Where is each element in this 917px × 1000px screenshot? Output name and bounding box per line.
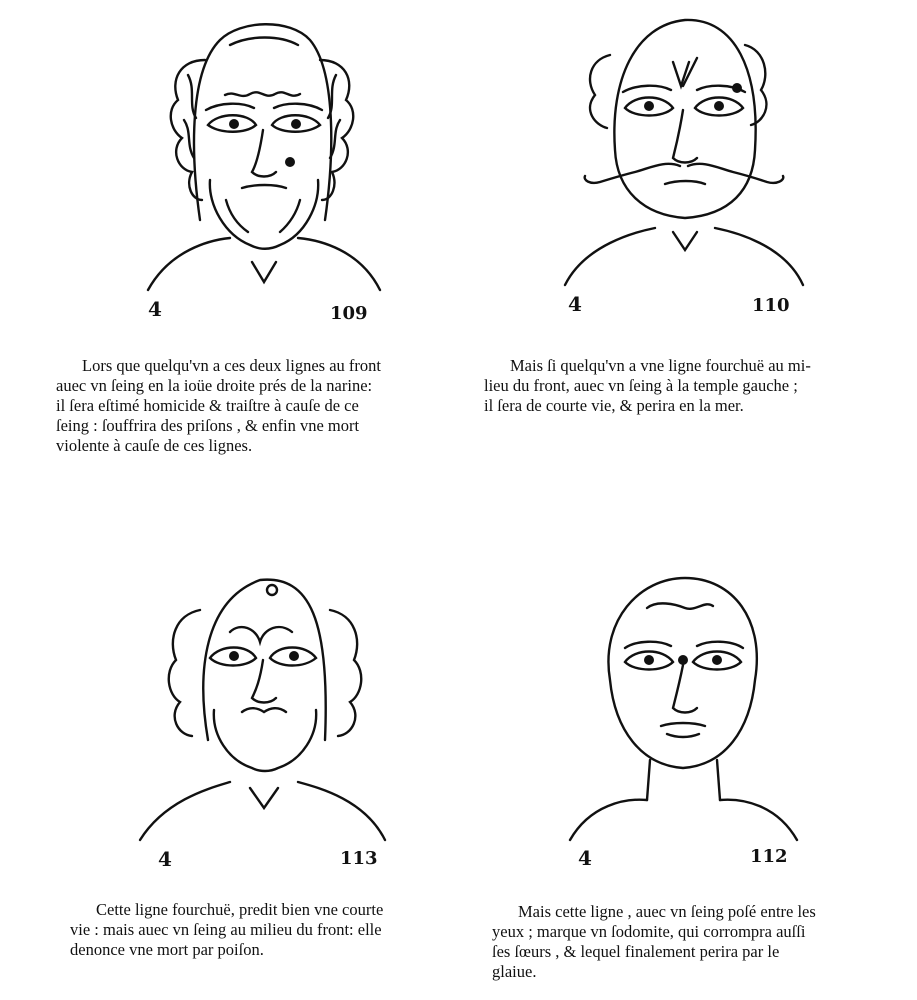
plate-number: 4 bbox=[578, 846, 592, 870]
mole-mark-icon bbox=[678, 655, 688, 665]
figure-number: 113 bbox=[340, 848, 378, 869]
figure-number: 110 bbox=[752, 295, 790, 316]
plate-number: 4 bbox=[148, 297, 162, 321]
caption-line: il ſera de courte vie, & perira en la mer. bbox=[484, 396, 744, 415]
mole-mark-icon bbox=[732, 83, 742, 93]
caption-line: vie : mais auec vn ſeing au milieu du front: elle bbox=[70, 920, 382, 939]
caption-figure-109 bbox=[56, 356, 456, 456]
caption-line: denonce vne mort par poiſon. bbox=[70, 940, 264, 959]
figure-number: 112 bbox=[750, 846, 788, 867]
caption-figure-110 bbox=[484, 356, 884, 416]
caption-line: il ſera eſtimé homicide & traiſtre à cauſe de ce bbox=[56, 396, 359, 415]
caption-line: Lors que quelqu'vn a ces deux lignes au front bbox=[82, 356, 381, 375]
caption-figure-113 bbox=[70, 900, 470, 960]
mole-mark-icon bbox=[285, 157, 295, 167]
caption-line: Mais cette ligne , auec vn ſeing poſé entre les bbox=[518, 902, 816, 921]
bald-bearded-face-illustration bbox=[130, 0, 400, 300]
caption-line: ſes ſœurs , & lequel finalement perira par le bbox=[492, 942, 780, 961]
caption-line: lieu du front, auec vn ſeing à la temple gauche ; bbox=[484, 376, 798, 395]
bald-bearded-face-illustration bbox=[130, 560, 400, 860]
caption-line: ſeing : ſouffrira des priſons , & enfin vne mort bbox=[56, 416, 360, 435]
woodcut-face-109 bbox=[130, 0, 400, 300]
woodcut-face-110 bbox=[555, 0, 825, 300]
caption-line: glaiue. bbox=[492, 962, 537, 981]
figure-number: 109 bbox=[330, 303, 368, 324]
mustached-face-illustration bbox=[555, 0, 825, 300]
woodcut-face-113 bbox=[130, 560, 400, 860]
caption-line: Mais ſi quelqu'vn a vne ligne fourchuë au mi- bbox=[510, 356, 811, 375]
caption-line: violente à cauſe de ces lignes. bbox=[56, 436, 253, 455]
caption-line: yeux ; marque vn ſodomite, qui corrompra auſſi bbox=[492, 922, 806, 941]
caption-line: Cette ligne fourchuë, predit bien vne courte bbox=[96, 900, 384, 919]
woodcut-face-112 bbox=[555, 560, 825, 860]
mole-mark-icon bbox=[267, 585, 277, 595]
caption-line: auec vn ſeing en la ioüe droite prés de la narine: bbox=[56, 376, 373, 395]
caption-figure-112 bbox=[492, 902, 896, 982]
plate-number: 4 bbox=[568, 292, 582, 316]
bald-face-illustration bbox=[555, 560, 825, 860]
plate-number: 4 bbox=[158, 847, 172, 871]
